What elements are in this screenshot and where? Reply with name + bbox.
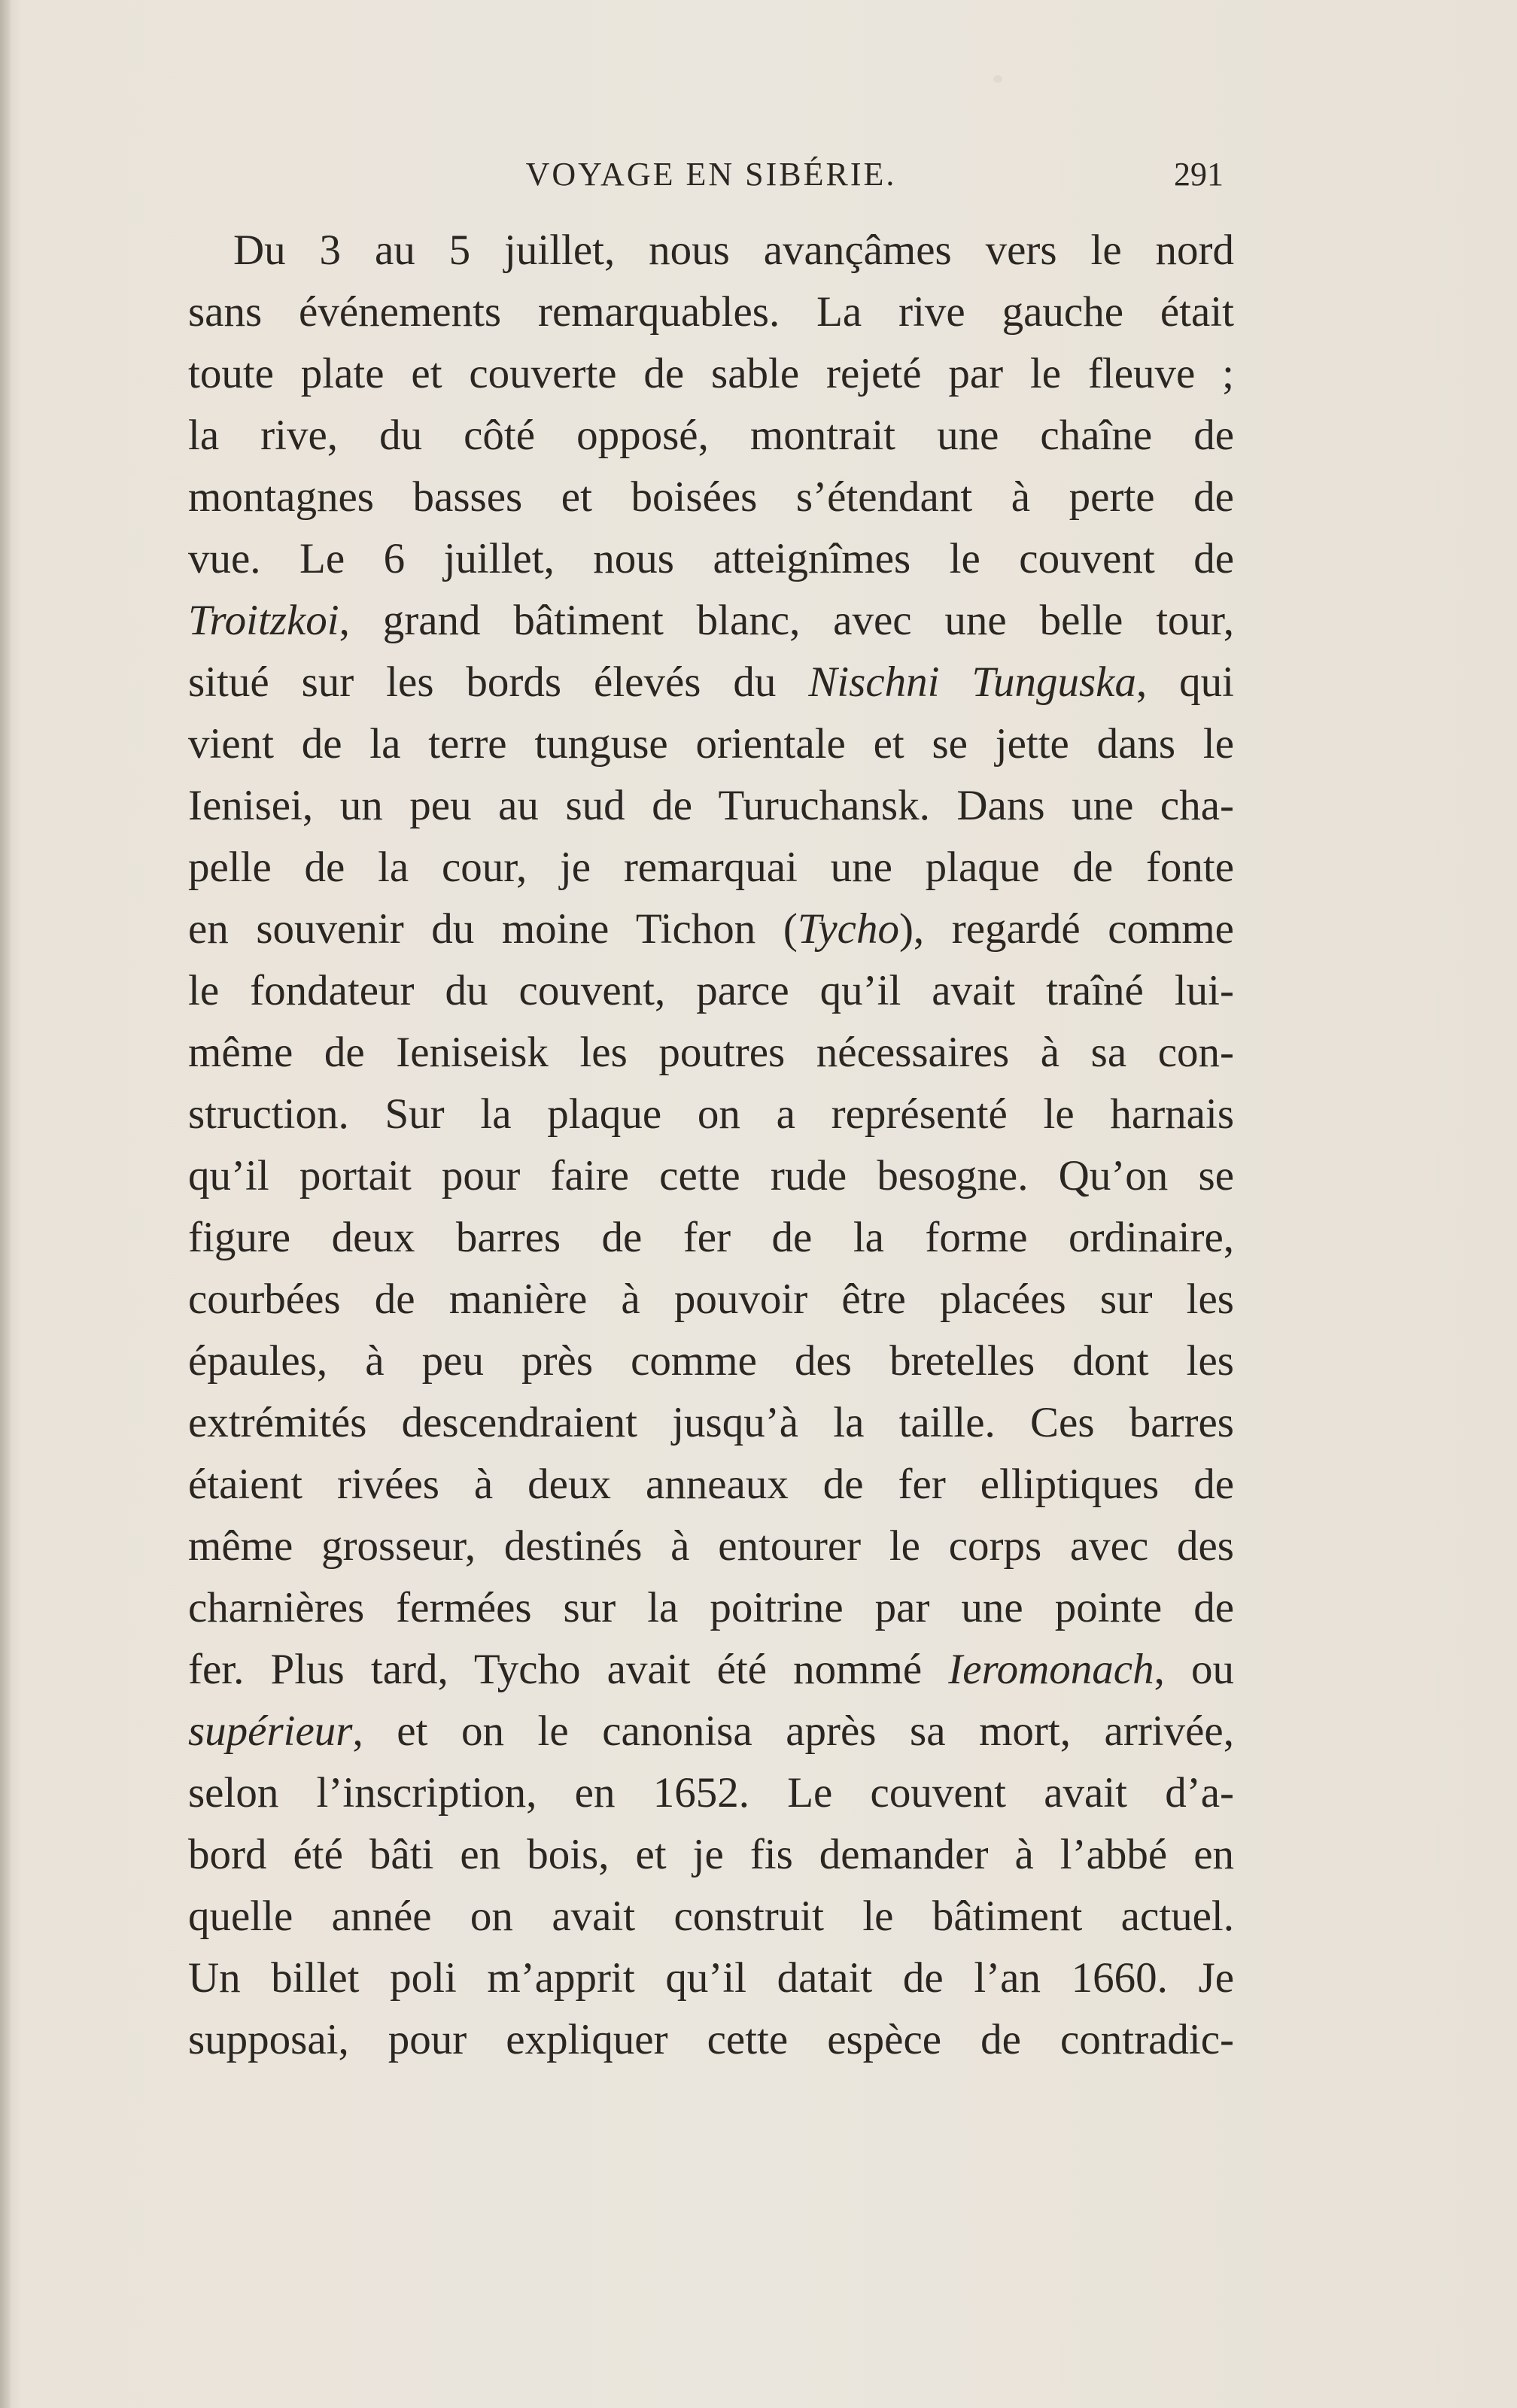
text-run: pelle de la cour, je remarquai une plaque de fonte [188,844,1234,891]
running-title: VOYAGE EN SIBÉRIE. [525,156,897,193]
text-line [188,960,1234,1022]
text-run: supposai, pour expliquer cette espèce de contradic- [188,2016,1234,2063]
text-run: étaient rivées à deux anneaux de fer elliptiques de [188,1461,1234,1508]
text-run: fer. Plus tard, Tycho avait été nommé [188,1646,949,1693]
text-line [188,837,1234,898]
text-line [188,1762,1234,1824]
page-number: 291 [1174,156,1224,193]
text-line [188,652,1234,713]
text-line [188,1639,1234,1701]
text-run: en souvenir du moine Tichon ( [188,905,798,953]
text-line [188,220,1234,281]
text-line [188,1022,1234,1084]
italic-place-name: Troitzkoi [188,597,339,644]
page-gutter-edge [0,0,11,2408]
text-run: même de Ieniseisk les poutres nécessaires à sa con- [188,1029,1234,1076]
text-run: charnières fermées sur la poitrine par une pointe de [188,1584,1234,1631]
text-line [188,2009,1234,2071]
text-line [188,1947,1234,2009]
body-paragraph [188,220,1234,2071]
text-line [188,1269,1234,1330]
text-line [188,405,1234,467]
text-run: montagnes basses et boisées s’étendant à perte de [188,473,1234,521]
text-line [188,898,1234,960]
text-run: extrémités descendraient jusqu’à la taille. Ces barres [188,1399,1234,1446]
text-line [188,775,1234,837]
text-line [188,1454,1234,1516]
text-run: épaules, à peu près comme des bretelles dont les [188,1337,1234,1385]
text-run: toute plate et couverte de sable rejeté par le fleuve ; [188,350,1234,397]
text-run: struction. Sur la plaque on a représenté le harnais [188,1090,1234,1138]
text-line [188,1577,1234,1639]
italic-title: Ieromonach [948,1646,1154,1693]
text-run: quelle année on avait construit le bâtiment actuel. [188,1893,1234,1940]
text-run: selon l’inscription, en 1652. Le couvent avait d’a- [188,1769,1234,1817]
text-line [188,1207,1234,1269]
text-run: la rive, du côté opposé, montrait une chaîne de [188,412,1234,459]
text-run: Ienisei, un peu au sud de Turuchansk. Dans une cha- [188,782,1234,829]
text-run: le fondateur du couvent, parce qu’il avait traîné lui- [188,967,1234,1014]
text-run: Du 3 au 5 juillet, nous avançâmes vers le nord [233,227,1234,274]
text-line [188,1145,1234,1207]
text-run: , qui [1135,658,1235,706]
text-line [188,1392,1234,1454]
italic-river-name: Nischni Tunguska [808,658,1136,706]
text-run: , ou [1154,1646,1234,1693]
page-header [188,155,1234,200]
text-line [188,1330,1234,1392]
text-line [188,1701,1234,1762]
text-run: même grosseur, destinés à entourer le corps avec des [188,1522,1234,1570]
text-run: qu’il portait pour faire cette rude besogne. Qu’on se [188,1152,1234,1199]
text-run: , grand bâtiment blanc, avec une belle tour, [339,597,1234,644]
text-run: situé sur les bords élevés du [188,658,809,706]
text-run: bord été bâti en bois, et je fis demander à l’abbé en [188,1831,1234,1878]
text-run: , et on le canonisa après sa mort, arrivée, [352,1707,1234,1755]
text-line [188,528,1234,590]
text-line [188,713,1234,775]
text-line [188,1886,1234,1947]
text-line [188,281,1234,343]
text-run: sans événements remarquables. La rive gauche était [188,288,1234,336]
italic-name: Tycho [797,905,899,953]
text-run: vient de la terre tunguse orientale et se jette dans le [188,720,1234,768]
text-run: courbées de manière à pouvoir être placées sur les [188,1275,1234,1323]
text-run: ), regardé comme [898,905,1234,953]
text-line [188,1084,1234,1145]
text-line [188,467,1234,528]
paper-speck [993,75,1002,83]
text-run: Un billet poli m’apprit qu’il datait de l’an 1660. Je [188,1954,1234,2002]
italic-title: supérieur [188,1707,353,1755]
text-run: figure deux barres de fer de la forme ordinaire, [188,1214,1234,1261]
text-line [188,1824,1234,1886]
text-line [188,590,1234,652]
text-run: vue. Le 6 juillet, nous atteignîmes le couvent de [188,535,1234,582]
text-line [188,1516,1234,1577]
text-line [188,343,1234,405]
